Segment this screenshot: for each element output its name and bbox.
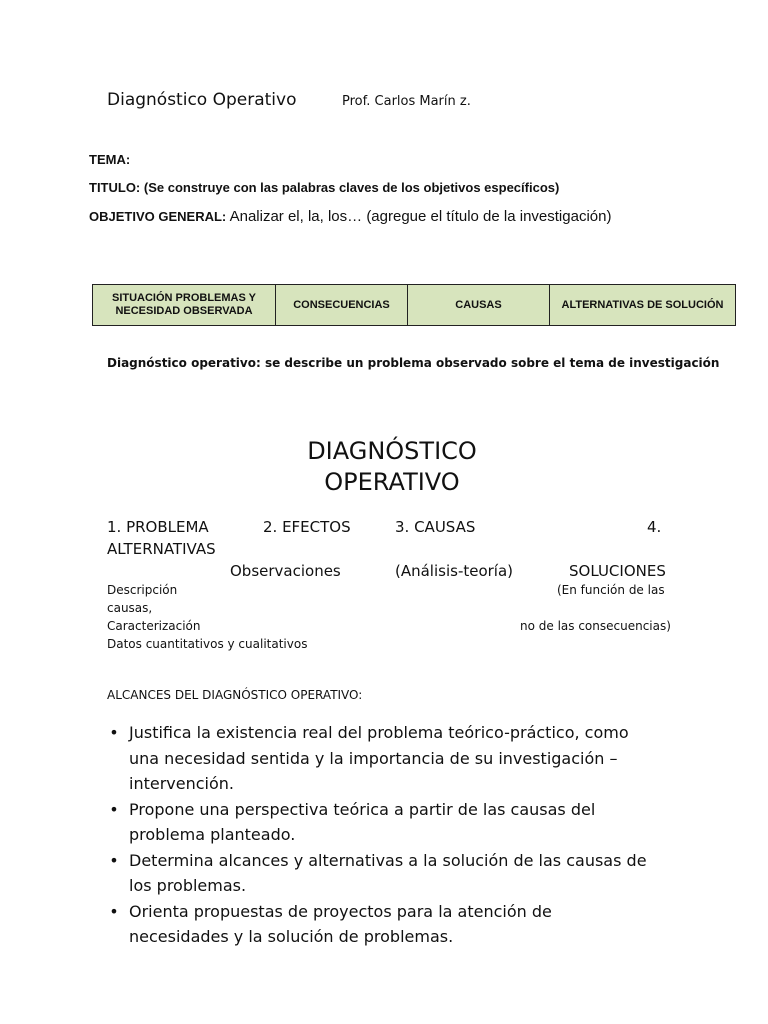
list-item: [107, 848, 647, 899]
list-item: [107, 720, 647, 797]
bullet-icon: •: [109, 723, 119, 742]
detail-descripcion: Descripción: [107, 583, 178, 597]
alcances-list: [107, 720, 647, 950]
bullet-icon: •: [109, 850, 119, 870]
column-number-4: 4.: [647, 518, 662, 536]
column-problema: 1. PROBLEMA: [107, 518, 209, 536]
objetivo-label: OBJETIVO GENERAL:: [89, 209, 227, 224]
column-observaciones: Observaciones: [230, 562, 341, 580]
column-analisis: (Análisis-teoría): [395, 562, 514, 580]
column-soluciones: SOLUCIONES: [569, 562, 666, 580]
diagnostic-header-table: [92, 284, 736, 326]
detail-caracterizacion: Caracterización: [107, 619, 201, 633]
column-efectos: 2. EFECTOS: [263, 518, 351, 536]
bullet-icon: •: [109, 799, 119, 819]
tema-label: TEMA:: [89, 152, 131, 167]
detail-consecuencias: no de las consecuencias): [520, 619, 671, 633]
section-title-line2: OPERATIVO: [324, 468, 460, 496]
section-title-line1: DIAGNÓSTICO: [307, 437, 477, 465]
professor-name: Prof. Carlos Marín z.: [342, 94, 471, 109]
list-item-text: Justifica la existencia real del problema teórico-práctico, como una necesidad sentida y la importancia de su investigación – intervención.: [129, 723, 629, 793]
list-item-text: Determina alcances y alternativas a la solución de las causas de los problemas.: [129, 850, 647, 895]
table-header-cell: CAUSAS: [408, 285, 550, 326]
diagnostic-note: Diagnóstico operativo: se describe un problema observado sobre el tema de investigación: [107, 356, 720, 370]
table-header-row: [93, 285, 736, 326]
list-item-text: Propone una perspectiva teórica a partir de las causas del problema planteado.: [129, 799, 596, 844]
titulo-line: TITULO: (Se construye con las palabras claves de los objetivos específicos): [89, 180, 560, 195]
column-causas: 3. CAUSAS: [395, 518, 476, 536]
list-item: [107, 797, 647, 848]
bullet-icon: •: [109, 901, 119, 921]
table-header-cell: SITUACIÓN PROBLEMAS Y NECESIDAD OBSERVADA: [93, 285, 276, 326]
objetivo-line: [89, 208, 611, 225]
detail-datos: Datos cuantitativos y cualitativos: [107, 637, 308, 651]
table-header-cell: ALTERNATIVAS DE SOLUCIÓN: [550, 285, 736, 326]
list-item: [107, 899, 647, 950]
detail-causas: causas,: [107, 601, 153, 615]
table-header-cell: CONSECUENCIAS: [276, 285, 408, 326]
list-item-text: Orienta propuestas de proyectos para la atención de necesidades y la solución de problemas.: [129, 901, 552, 946]
column-alternativas: ALTERNATIVAS: [107, 540, 216, 558]
detail-en-funcion: (En función de las: [557, 583, 665, 597]
section-title: [0, 436, 768, 498]
objetivo-value: Analizar el, la, los… (agregue el título de la investigación): [229, 208, 612, 225]
alcances-heading: ALCANCES DEL DIAGNÓSTICO OPERATIVO:: [107, 688, 363, 702]
document-title: Diagnóstico Operativo: [107, 90, 297, 110]
